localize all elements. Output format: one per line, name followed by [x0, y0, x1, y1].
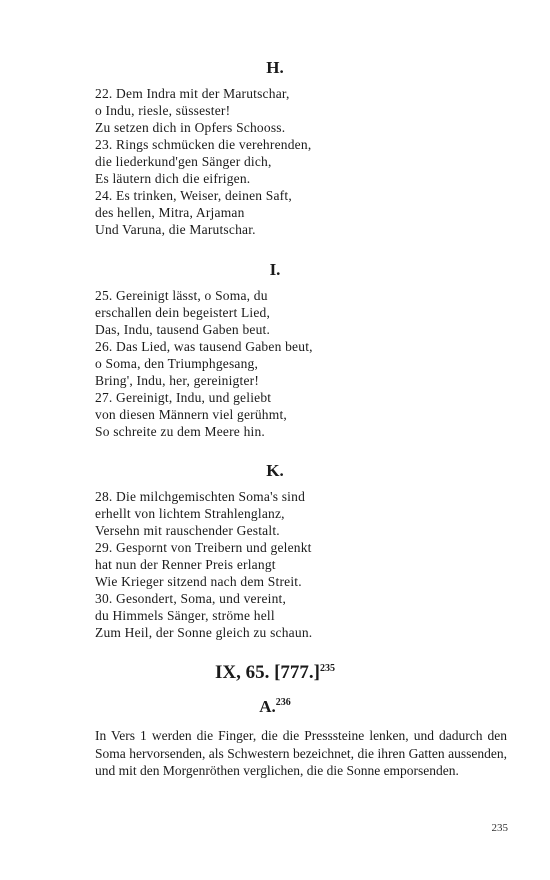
verse-line: Das, Indu, tausend Gaben beut.: [95, 322, 271, 337]
verse-line: du Himmels Sänger, ströme hell: [95, 608, 275, 623]
verse-block-h: [95, 85, 395, 238]
verse-line: 28. Die milchgemischten Soma's sind: [95, 489, 306, 504]
verse-line: Wie Krieger sitzend nach dem Streit.: [95, 574, 302, 589]
verse-line: erschallen dein begeistert Lied,: [95, 305, 271, 320]
verse-line: 23. Rings schmücken die verehrenden,: [95, 137, 312, 152]
verse-line: Bring', Indu, her, gereinigter!: [95, 373, 260, 388]
verse-line: 26. Das Lied, was tausend Gaben beut,: [95, 339, 313, 354]
page-number: 235: [491, 822, 508, 834]
commentary-paragraph: In Vers 1 werden die Finger, die die Presssteine lenken, und dadurch den Soma hervorsenden, als Schwestern bezeichnet, die ihren Gatten aussenden, und mit den Morgenröthen verglichen, die die Sonne emporsenden.: [95, 728, 507, 778]
verse-line: 27. Gereinigt, Indu, und geliebt: [95, 390, 272, 405]
hymn-title: [0, 662, 550, 684]
verse-line: 24. Es trinken, Weiser, deinen Saft,: [95, 188, 292, 203]
verse-block-k: [95, 488, 395, 641]
verse-line: erhellt von lichtem Strahlenglanz,: [95, 506, 285, 521]
section-heading-i: I.: [269, 260, 281, 279]
verse-line: 25. Gereinigt lässt, o Soma, du: [95, 288, 268, 303]
verse-line: Zum Heil, der Sonne gleich zu schaun.: [95, 625, 313, 640]
verse-block-i: [95, 287, 395, 440]
hymn-title-text: IX, 65. [777.]: [214, 662, 321, 683]
verse-line: von diesen Männern viel gerühmt,: [95, 407, 287, 422]
footnote-ref: 236: [275, 697, 291, 708]
verse-line: 29. Gespornt von Treibern und gelenkt: [95, 540, 312, 555]
verse-line: 30. Gesondert, Soma, und vereint,: [95, 591, 287, 606]
verse-line: So schreite zu dem Meere hin.: [95, 424, 265, 439]
verse-line: Zu setzen dich in Opfers Schooss.: [95, 120, 286, 135]
hymn-section-heading: [0, 697, 550, 717]
section-heading-k: K.: [266, 461, 284, 480]
verse-line: die liederkund'gen Sänger dich,: [95, 154, 272, 169]
verse-line: o Indu, riesle, süssester!: [95, 103, 231, 118]
verse-line: Versehn mit rauschender Gestalt.: [95, 523, 280, 538]
section-heading-h: H.: [266, 58, 284, 77]
hymn-section-heading-text: A.: [259, 697, 276, 716]
verse-line: 22. Dem Indra mit der Marutschar,: [95, 86, 290, 101]
verse-line: Es läutern dich die eifrigen.: [95, 171, 251, 186]
verse-line: Und Varuna, die Marutschar.: [95, 222, 256, 237]
verse-line: des hellen, Mitra, Arjaman: [95, 205, 245, 220]
verse-line: o Soma, den Triumphgesang,: [95, 356, 259, 371]
verse-line: hat nun der Renner Preis erlangt: [95, 557, 276, 572]
footnote-ref: 235: [320, 663, 336, 674]
